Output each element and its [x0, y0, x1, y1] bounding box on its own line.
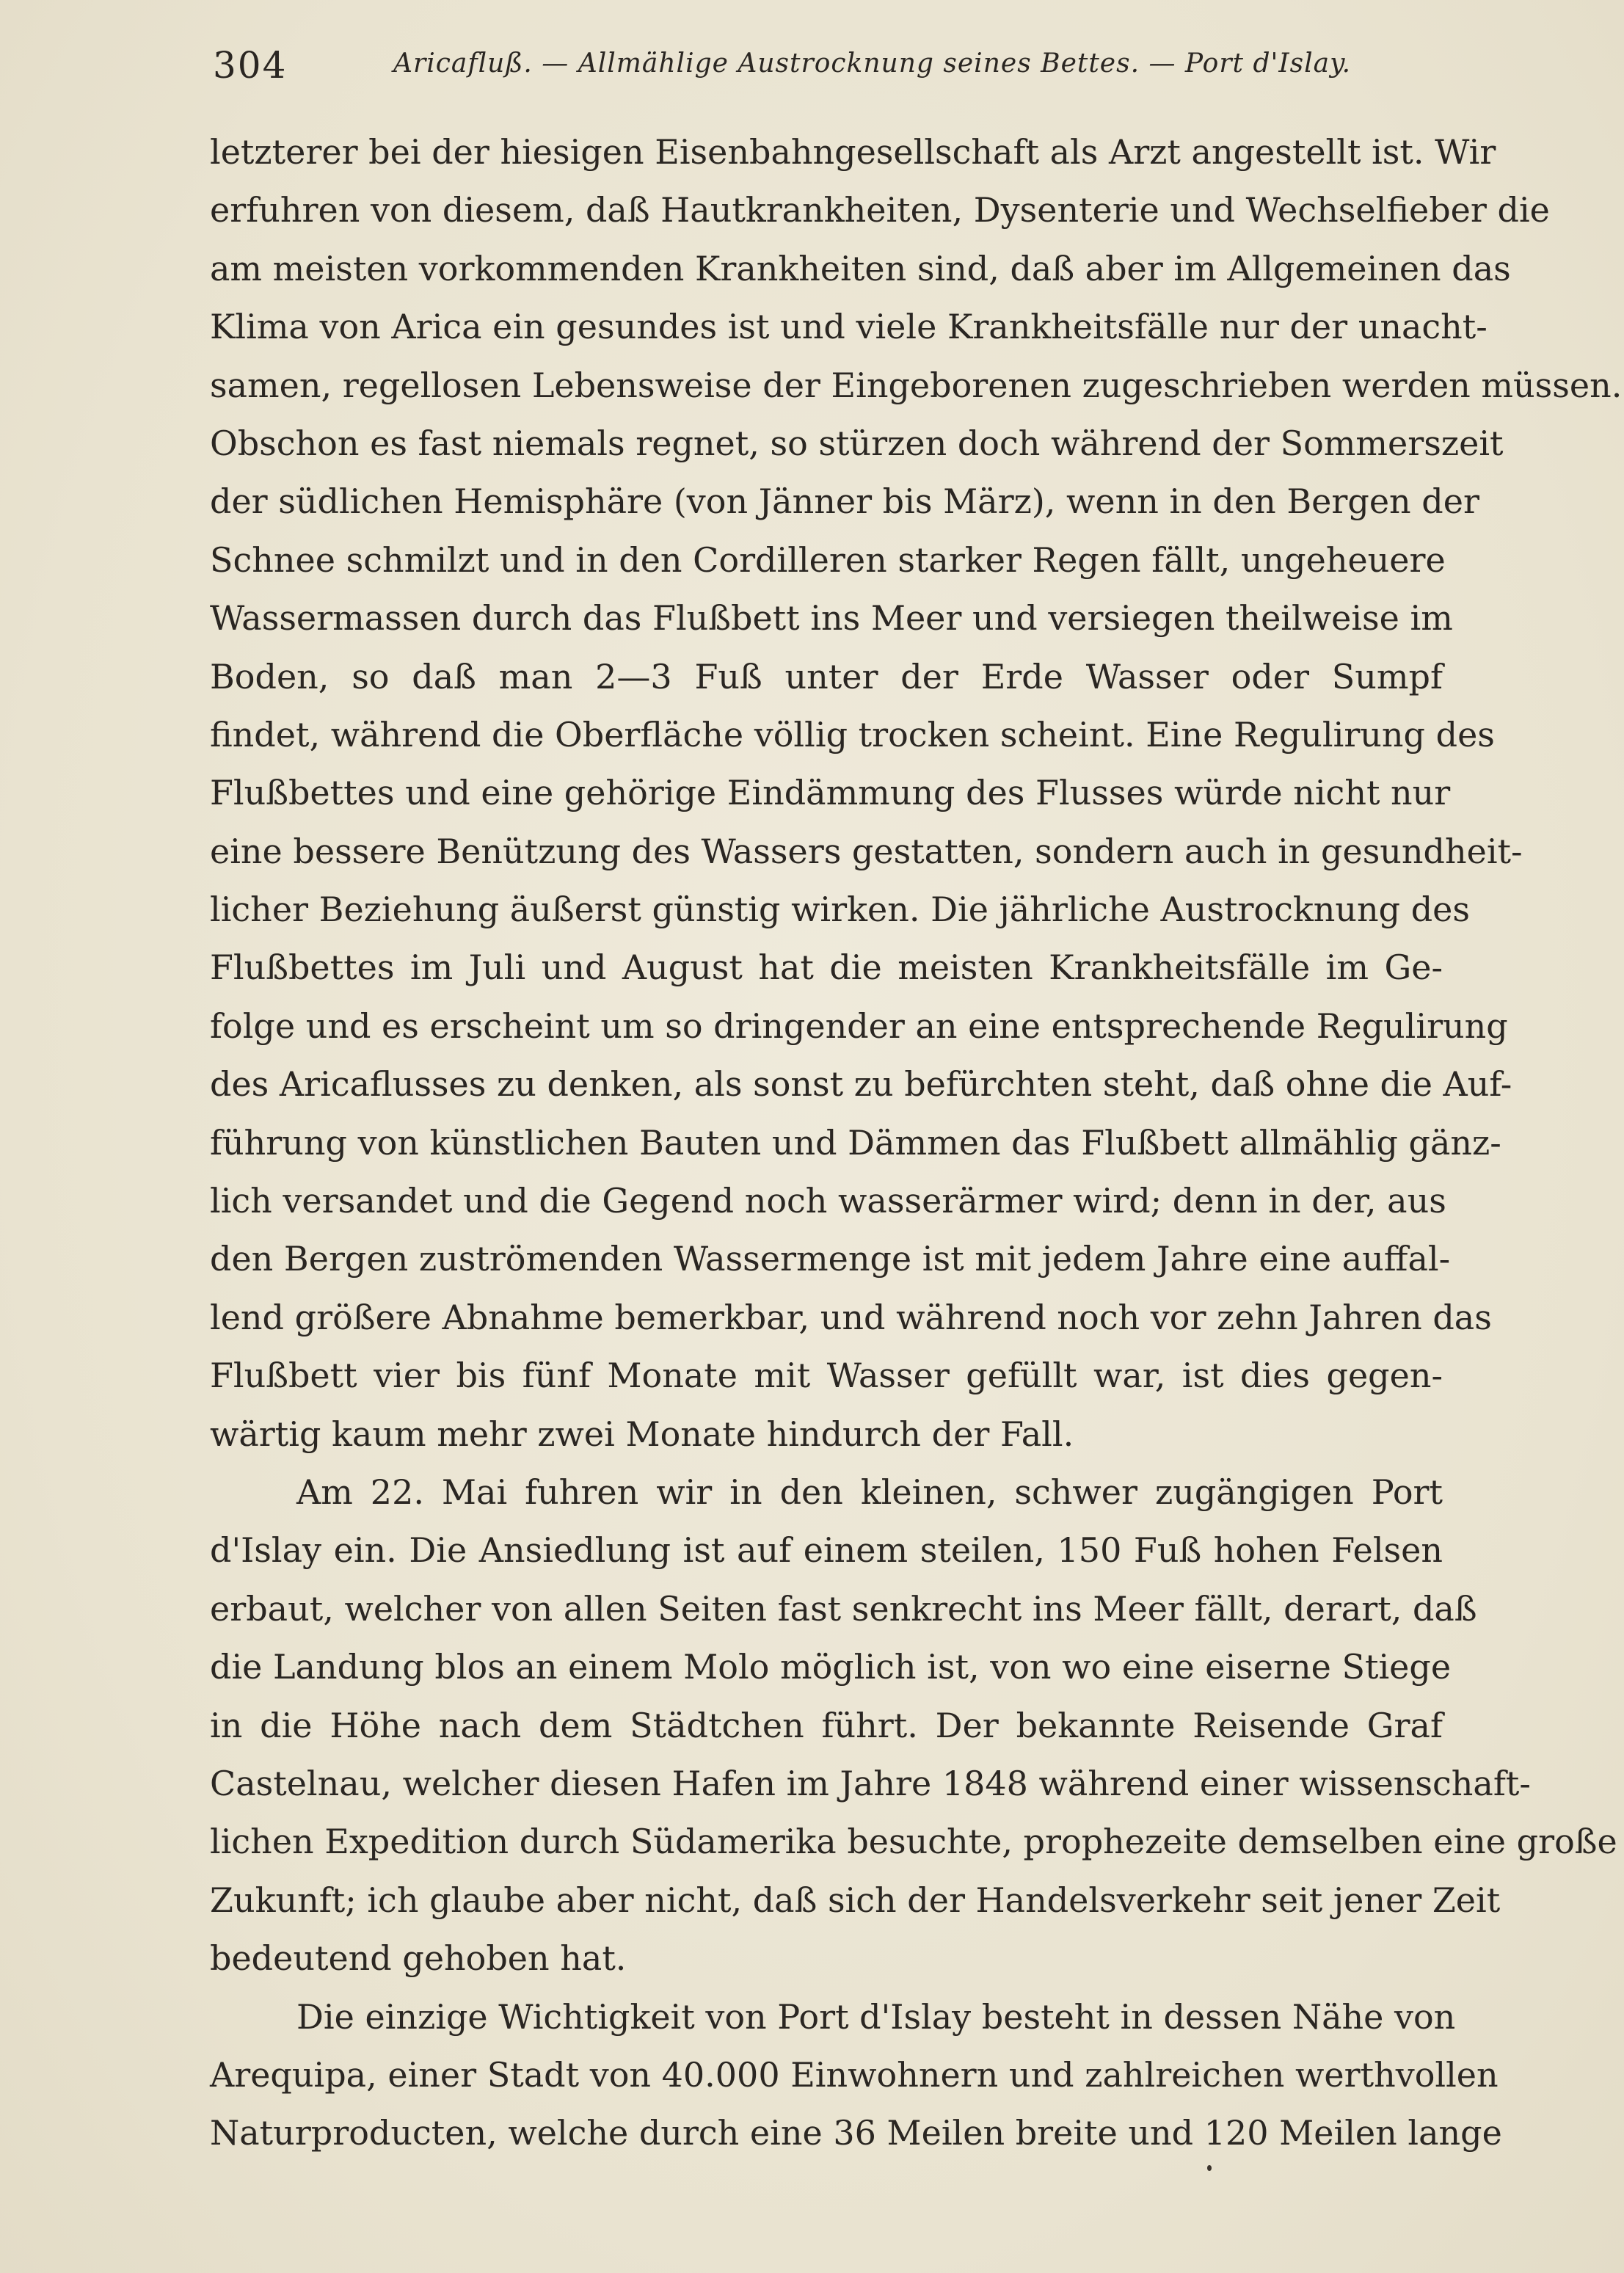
text-line: licher Beziehung äußerst günstig wirken. Die jährliche Austrocknung des [210, 890, 1470, 930]
paragraph [210, 1988, 1502, 2163]
body-text [210, 123, 1623, 2163]
text-line: Schnee schmilzt und in den Cordilleren starker Regen fällt, ungeheuere [210, 539, 1446, 580]
text-line: den Bergen zuströmenden Wassermenge ist mit jedem Jahre eine auffal- [210, 1239, 1451, 1279]
text-line: findet, während die Oberfläche völlig trocken scheint. Eine Regulirung des [210, 714, 1495, 754]
text-line: die Landung blos an einem Molo möglich ist, von wo eine eiserne Stiege [210, 1647, 1452, 1687]
paragraph [210, 123, 1623, 1463]
text-line: Flußbettes im Juli und August hat die meisten Krankheitsfälle im Ge- [210, 948, 1443, 988]
text-line: Flußbettes und eine gehörige Eindämmung des Flusses würde nicht nur [210, 773, 1451, 813]
text-line: Boden, so daß man 2—3 Fuß unter der Erde Wasser oder Sumpf [210, 656, 1443, 697]
text-line: folge und es erscheint um so dringender an eine entsprechende Regulirung [210, 1005, 1508, 1046]
text-line: wärtig kaum mehr zwei Monate hindurch der Fall. [210, 1414, 1074, 1454]
paragraph [210, 1463, 1617, 1988]
text-line: lend größere Abnahme bemerkbar, und während noch vor zehn Jahren das [210, 1297, 1492, 1337]
text-line: lichen Expedition durch Südamerika besuchte, prophezeite demselben eine große [210, 1822, 1617, 1862]
text-line: Obschon es fast niemals regnet, so stürzen doch während der Sommerszeit [210, 423, 1504, 463]
text-line: Castelnau, welcher diesen Hafen im Jahre 1848 während einer wissenschaft- [210, 1763, 1531, 1803]
text-line: der südlichen Hemisphäre (von Jänner bis März), wenn in den Bergen der [210, 481, 1479, 522]
text-line: in die Höhe nach dem Städtchen führt. Der bekannte Reisende Graf [210, 1705, 1443, 1745]
text-line: lich versandet und die Gegend noch wasserärmer wird; denn in der, aus [210, 1181, 1446, 1221]
text-line: Flußbett vier bis fünf Monate mit Wasser gefüllt war, ist dies gegen- [210, 1356, 1443, 1396]
text-line: erfuhren von diesem, daß Hautkrankheiten, Dysenterie und Wechselfieber die [210, 190, 1550, 230]
text-line: samen, regellosen Lebensweise der Eingeborenen zugeschrieben werden müssen. [210, 365, 1623, 405]
text-line: Die einzige Wichtigkeit von Port d'Islay besteht in dessen Nähe von [296, 1996, 1456, 2037]
page-number: 304 [213, 44, 288, 87]
text-line: bedeutend gehoben hat. [210, 1938, 627, 1979]
running-head: Aricafluß. — Allmählige Austrocknung seines Bettes. — Port d'Islay. [393, 48, 1352, 79]
text-line: Zukunft; ich glaube aber nicht, daß sich der Handelsverkehr seit jener Zeit [210, 1880, 1501, 1920]
text-line: am meisten vorkommenden Krankheiten sind, daß aber im Allgemeinen das [210, 248, 1511, 288]
text-line: d'Islay ein. Die Ansiedlung ist auf einem steilen, 150 Fuß hohen Felsen [210, 1530, 1443, 1571]
page-header [213, 38, 1446, 97]
text-line: Arequipa, einer Stadt von 40.000 Einwohnern und zahlreichen werthvollen [210, 2054, 1499, 2095]
text-line: führung von künstlichen Bauten und Dämmen das Flußbett allmählig gänz- [210, 1122, 1501, 1163]
text-line: Naturproducten, welche durch eine 36 Meilen breite und 120 Meilen lange [210, 2113, 1502, 2153]
text-line: erbaut, welcher von allen Seiten fast senkrecht ins Meer fällt, derart, daß [210, 1588, 1477, 1629]
ink-speck [1207, 2165, 1212, 2171]
text-line: Am 22. Mai fuhren wir in den kleinen, schwer zugängigen Port [296, 1472, 1443, 1512]
text-line: eine bessere Benützung des Wassers gestatten, sondern auch in gesundheit- [210, 831, 1523, 871]
text-line: Klima von Arica ein gesundes ist und viele Krankheitsfälle nur der unacht- [210, 307, 1488, 347]
text-line: letzterer bei der hiesigen Eisenbahngesellschaft als Arzt angestellt ist. Wir [210, 132, 1496, 172]
text-line: Wassermassen durch das Flußbett ins Meer und versiegen theilweise im [210, 598, 1453, 639]
text-line: des Aricaflusses zu denken, als sonst zu befürchten steht, daß ohne die Auf- [210, 1064, 1512, 1105]
